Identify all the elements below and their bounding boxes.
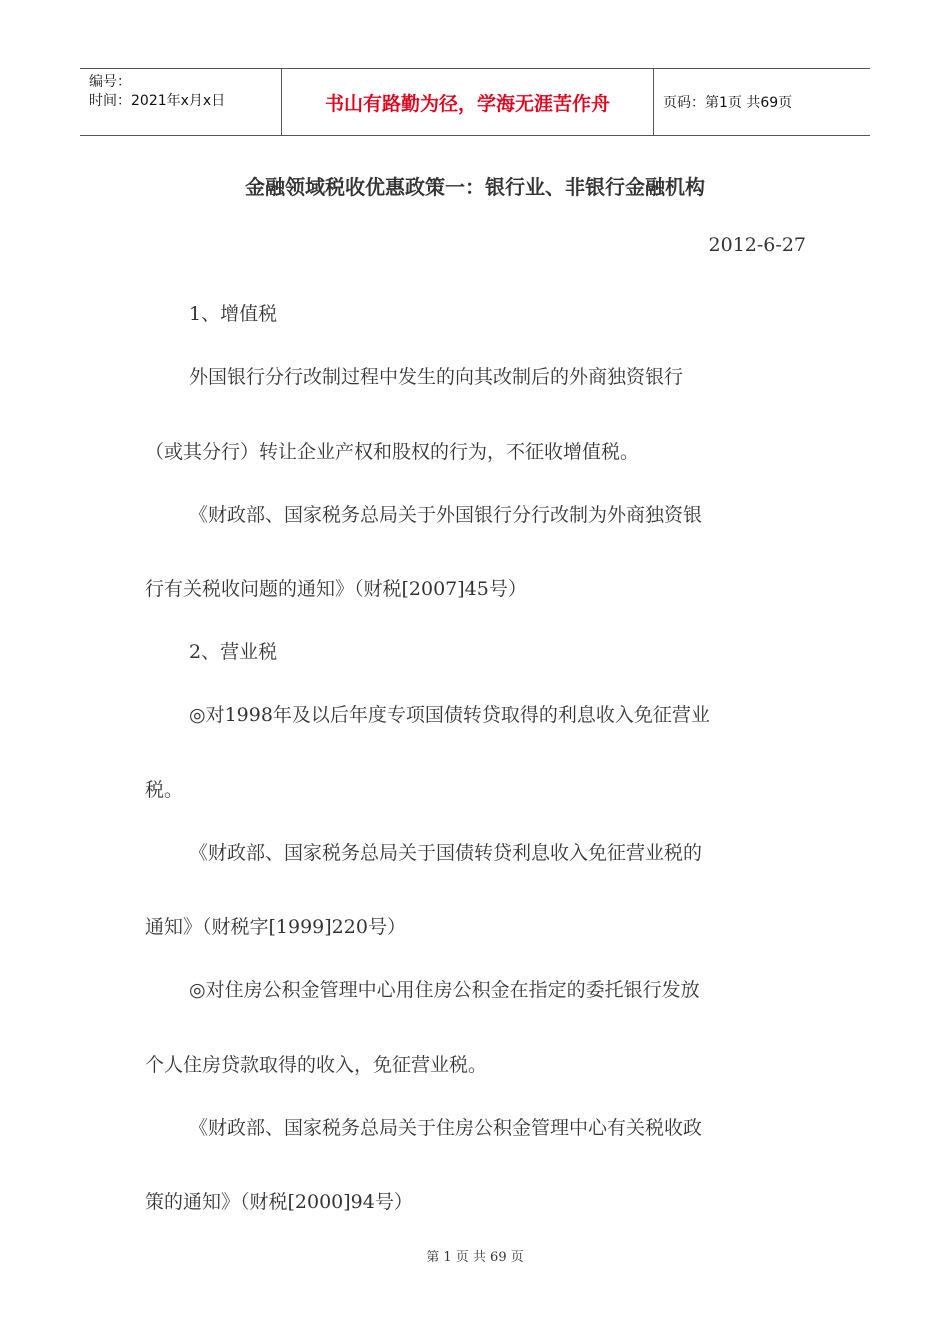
- document-title: 金融领域税收优惠政策一：银行业、非银行金融机构: [245, 175, 705, 199]
- page-footer: 第 1 页 共 69 页: [426, 1250, 524, 1265]
- paragraph-line: 1、增值税: [189, 303, 278, 325]
- paragraph-line: 《财政部、国家税务总局关于国债转贷利息收入免征营业税的: [189, 842, 703, 864]
- paragraph-line: 税。: [145, 779, 184, 801]
- paragraph-line: （或其分行）转让企业产权和股权的行为，不征收增值税。: [145, 441, 640, 463]
- header-motto: 书山有路勤为径，学海无涯苦作舟: [282, 69, 654, 135]
- paragraph-line: 2、营业税: [189, 641, 278, 663]
- paragraph-line: ◎对住房公积金管理中心用住房公积金在指定的委托银行发放: [189, 979, 700, 1001]
- paragraph-line: ◎对1998年及以后年度专项国债转贷取得的利息收入免征营业: [189, 704, 710, 726]
- header-meta: [80, 69, 282, 135]
- paragraph-line: 行有关税收问题的通知》（财税[2007]45号）: [145, 578, 527, 600]
- document-number-label: 编号：: [89, 74, 131, 90]
- page-header: [80, 68, 870, 136]
- document-time-label: 时间：2021年x月x日: [89, 93, 226, 109]
- paragraph-line: 《财政部、国家税务总局关于外国银行分行改制为外商独资银: [189, 504, 703, 526]
- paragraph-line: 《财政部、国家税务总局关于住房公积金管理中心有关税收政: [189, 1117, 703, 1139]
- document-date: 2012-6-27: [708, 234, 806, 256]
- header-page-info: 页码：第1页 共69页: [663, 95, 793, 111]
- paragraph-line: 通知》（财税字[1999]220号）: [145, 916, 406, 938]
- paragraph-line: 策的通知》（财税[2000]94号）: [145, 1191, 413, 1213]
- paragraph-line: 个人住房贷款取得的收入，免征营业税。: [145, 1054, 488, 1076]
- paragraph-line: 外国银行分行改制过程中发生的向其改制后的外商独资银行: [189, 366, 684, 388]
